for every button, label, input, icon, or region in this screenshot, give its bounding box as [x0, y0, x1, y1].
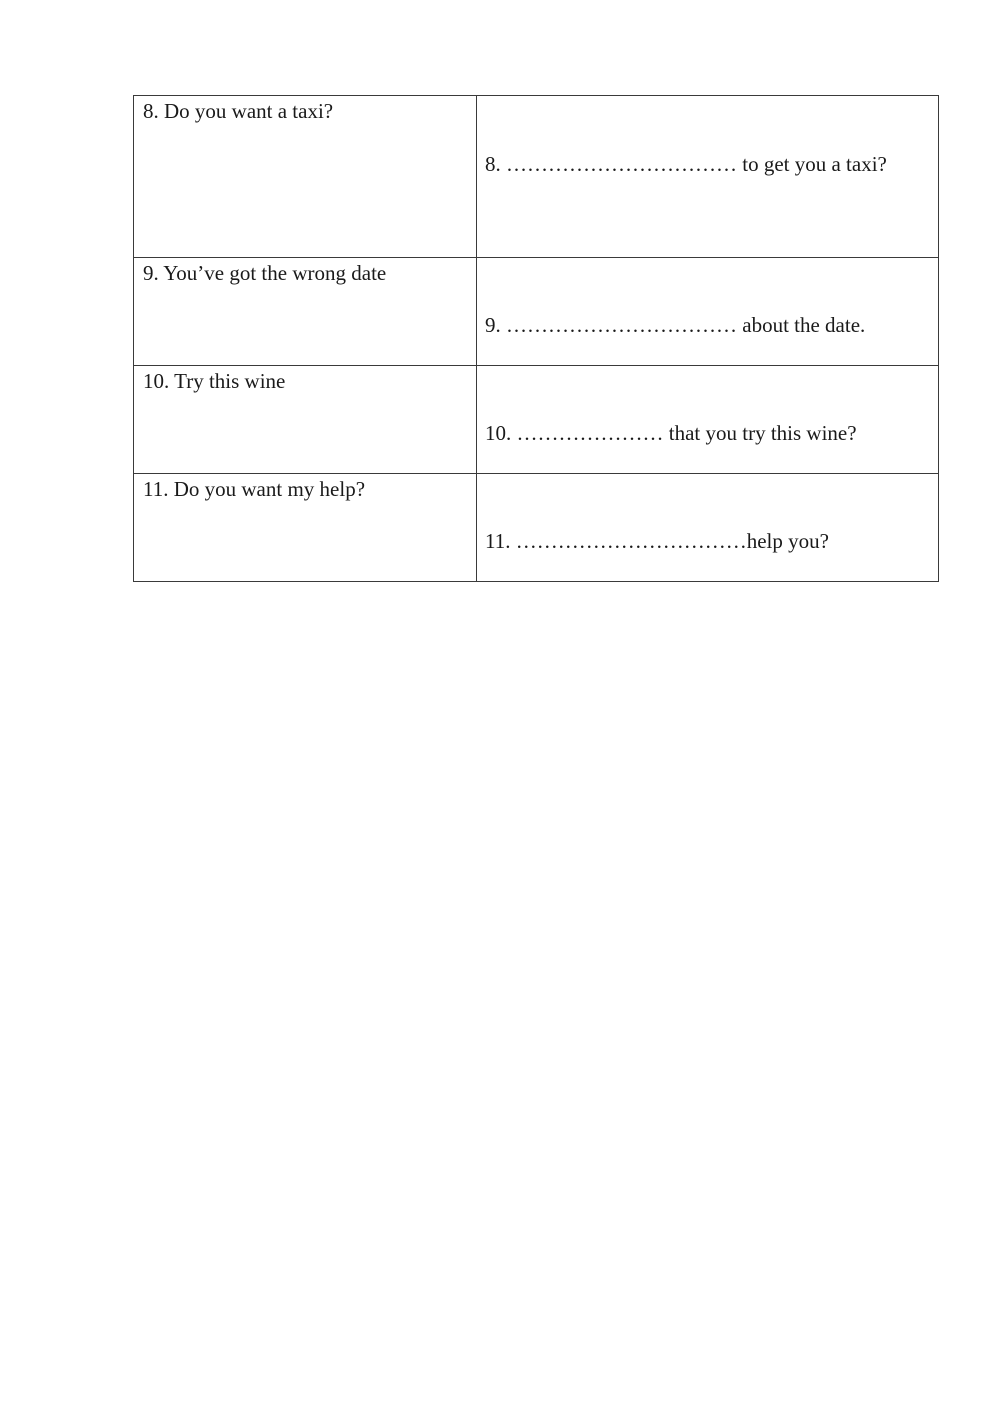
answer-text: 8. …………………………… to get you a taxi?: [485, 152, 887, 176]
answer-text: 11. ……………………………help you?: [485, 529, 829, 553]
answer-text: 10. ………………… that you try this wine?: [485, 421, 857, 445]
answer-cell: [477, 96, 939, 258]
answer-text: 9. …………………………… about the date.: [485, 313, 866, 337]
prompt-text: 11. Do you want my help?: [143, 477, 366, 501]
table-row: [134, 96, 939, 258]
prompt-text: 9. You’ve got the wrong date: [143, 261, 387, 285]
table-row: [134, 258, 939, 366]
answer-cell: [477, 258, 939, 366]
prompt-cell: [134, 258, 477, 366]
prompt-cell: [134, 366, 477, 474]
table-row: [134, 474, 939, 582]
prompt-text: 8. Do you want a taxi?: [143, 99, 334, 123]
prompt-cell: [134, 474, 477, 582]
rewrite-exercise-table: [133, 95, 939, 582]
answer-cell: [477, 366, 939, 474]
table-row: [134, 366, 939, 474]
prompt-cell: [134, 96, 477, 258]
answer-cell: [477, 474, 939, 582]
prompt-text: 10. Try this wine: [143, 369, 286, 393]
